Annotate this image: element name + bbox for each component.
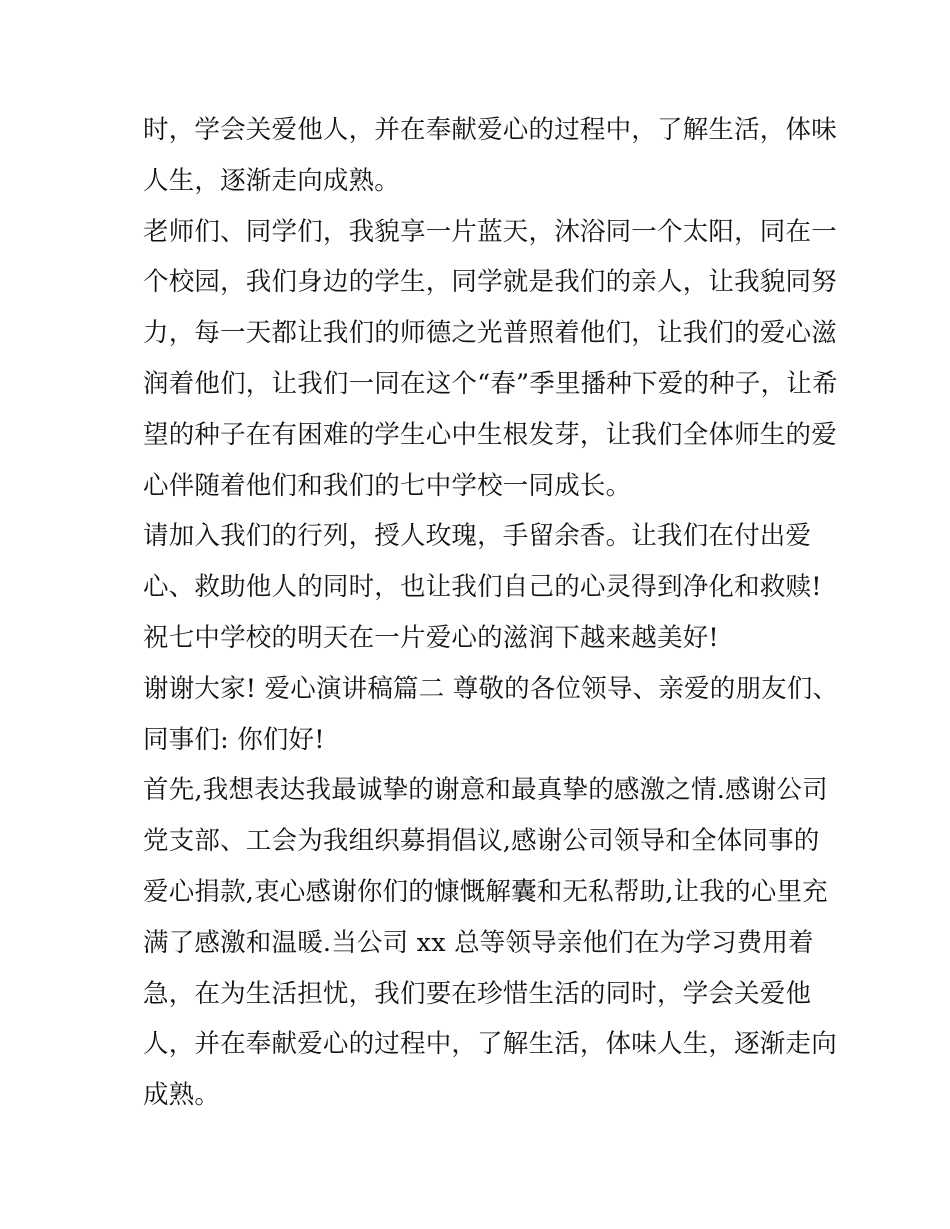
document-body [143, 105, 843, 1121]
text-line: 急，在为生活担忧，我们要在珍惜生活的同时，学会关爱他 [143, 978, 812, 1009]
text-line: 祝七中学校的明天在一片爱心的滋润下越来越美好! [143, 622, 719, 653]
text-line: 首先,我想表达我最诚挚的谢意和最真挚的感激之情.感谢公司 [143, 775, 828, 806]
text-line: 人，并在奉献爱心的过程中，了解生活，体味人生，逐渐走向 [143, 1029, 837, 1060]
text-line: 爱心捐款,衷心感谢你们的慷慨解囊和无私帮助,让我的心里充 [143, 876, 828, 907]
text-line: 时，学会关爱他人，并在奉献爱心的过程中，了解生活，体味 [143, 115, 837, 145]
text-line: 润着他们，让我们一同在这个“春”季里播种下爱的种子，让希 [143, 368, 838, 399]
text-line: 力，每一天都让我们的师德之光普照着他们，让我们的爱心滋 [143, 318, 837, 349]
text-line: 心伴随着他们和我们的七中学校一同成长。 [143, 470, 632, 501]
text-line: 人生，逐渐走向成熟。 [143, 165, 401, 196]
text-line: 望的种子在有困难的学生心中生根发芽，让我们全体师生的爱 [143, 419, 837, 450]
text-line: 谢谢大家! 爱心演讲稿篇二 尊敬的各位领导、亲爱的朋友们、 [143, 673, 839, 704]
text-line: 心、救助他人的同时，也让我们自己的心灵得到净化和救赎! [143, 572, 822, 603]
text-line: 请加入我们的行列，授人玫瑰，手留余香。让我们在付出爱 [143, 521, 812, 552]
text-line: 党支部、工会为我组织募捐倡议,感谢公司领导和全体同事的 [143, 826, 820, 857]
text-line: 成熟。 [143, 1080, 221, 1111]
text-line: 老师们、同学们，我貌享一片蓝天，沐浴同一个太阳，同在一 [143, 216, 837, 247]
text-line: 满了感激和温暖.当公司 xx 总等领导亲他们在为学习费用着 [143, 927, 814, 958]
text-line: 个校园，我们身边的学生，同学就是我们的亲人，让我貌同努 [143, 267, 837, 298]
text-line: 同事们: 你们好! [143, 724, 325, 755]
